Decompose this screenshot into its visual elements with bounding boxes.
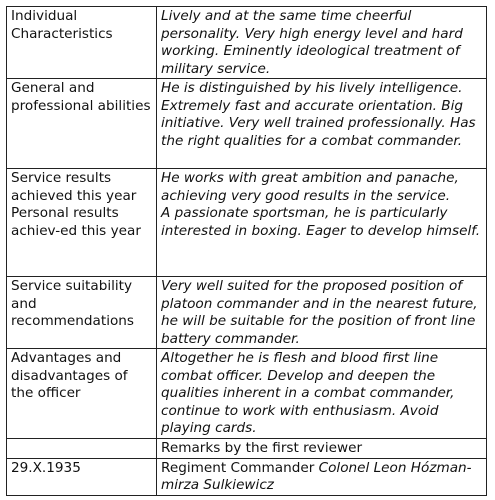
signature-value [157,458,487,495]
table-row-individual-characteristics [7,7,487,79]
table-row-general-abilities [7,79,487,169]
date-label: 29.X.1935 [7,458,157,495]
row-label-secondary: Personal results achiev-ed this year [11,205,141,239]
row-label: Advantages and disadvantages of the officer [7,349,157,439]
table-row-signature [7,458,487,495]
officer-evaluation-table-container [6,6,486,496]
row-value [157,439,487,459]
officer-evaluation-table [6,6,487,496]
row-value: He is distinguished by his lively intelligence. Extremely fast and accurate orientation. Big initiative. Very well trained professionally. Has the right qualities for a combat commander. [157,79,487,169]
row-label: Individual Characteristics [7,7,157,79]
table-row-advantages [7,349,487,439]
signature-name: Colonel Leon Hózman-mirza Sulkiewicz [161,459,472,493]
row-value-secondary: A passionate sportsman, he is particularly interested in boxing. Eager to develop himself. [161,205,481,239]
row-label-stack [7,169,157,277]
remarks-heading: Remarks by the first reviewer [161,440,363,456]
row-value: Altogether he is flesh and blood first line combat officer. Develop and deepen the qualities inherent in a combat commander, continue to work with enthusiasm. Avoid playing cards. [157,349,487,439]
row-label: Service suitability and recommendations [7,277,157,349]
signature-title: Regiment Commander [161,459,319,476]
row-value: Very well suited for the proposed position of platoon commander and in the nearest future, he will be suitable for the position of front line battery commander. [157,277,487,349]
row-label-empty [7,439,157,459]
row-value-stack [157,169,487,277]
table-row-results [7,169,487,277]
table-row-remarks [7,439,487,459]
row-value: Lively and at the same time cheerful personality. Very high energy level and hard working. Eminently ideological treatment of military service. [157,7,487,79]
table-row-suitability [7,277,487,349]
row-label: Service results achieved this year [11,170,137,204]
row-value: He works with great ambition and panache, achieving very good results in the service. [161,170,459,204]
row-label: General and professional abilities [7,79,157,169]
